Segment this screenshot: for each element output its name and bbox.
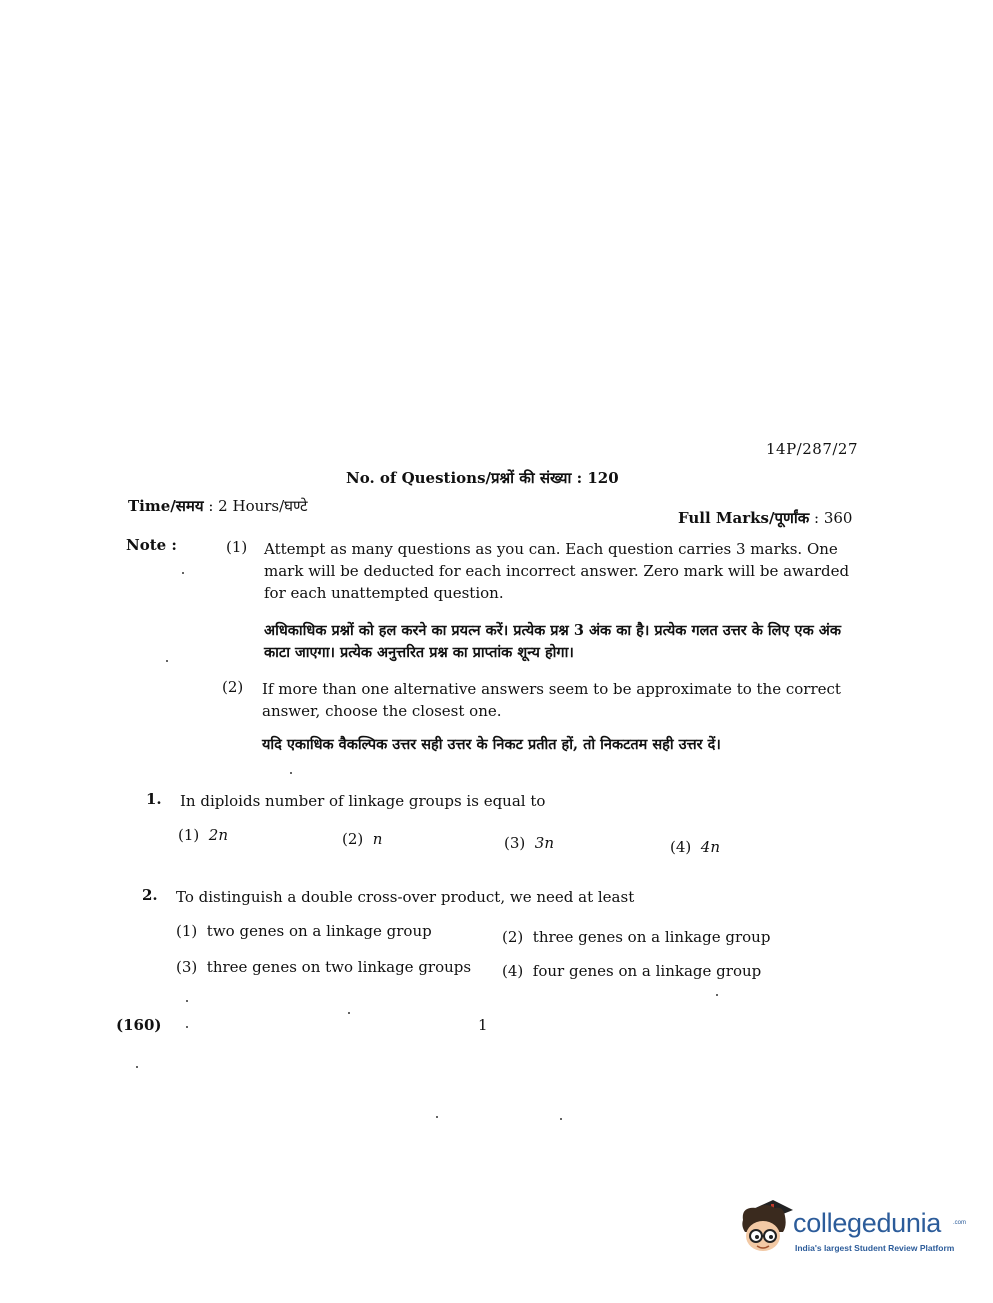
option-text: 4n [700, 838, 721, 856]
footer-code: (160) [116, 1016, 162, 1034]
scan-speck [186, 1026, 188, 1028]
question-text: To distinguish a double cross-over product, we need at least [176, 888, 635, 906]
note-item-english: Attempt as many questions as you can. Each question carries 3 marks. One mark will be deducted for each incorrect answer. Zero mark will be awarded for each unattempted question. [264, 540, 850, 602]
note-item-number: (2) [222, 678, 244, 696]
option [176, 922, 432, 940]
time-allowed [128, 496, 308, 516]
option-number: (4) [502, 962, 524, 980]
option [502, 962, 761, 980]
note-item-hindi: यदि एकाधिक वैकल्पिक उत्तर सही उत्तर के निकट प्रतीत हों, तो निकटतम सही उत्तर दें। [262, 736, 721, 753]
scan-speck [560, 1118, 562, 1120]
logo-wordmark: collegedunia [793, 1208, 942, 1238]
note-item-english: If more than one alternative answers seem to be approximate to the correct answer, choose the closest one. [262, 680, 841, 720]
option-number: (1) [176, 922, 198, 940]
scan-speck [290, 772, 292, 774]
option [176, 958, 471, 976]
option-text: 3n [534, 834, 555, 852]
option-text: n [372, 830, 383, 848]
time-label: Time/समय [128, 497, 204, 515]
page-number: 1 [478, 1016, 488, 1034]
logo-suffix: .com [953, 1220, 967, 1226]
scan-speck [716, 994, 718, 996]
scan-speck [436, 1116, 438, 1118]
option-number: (3) [504, 834, 526, 852]
logo-tagline: India's largest Student Review Platform [795, 1243, 955, 1253]
option-number: (3) [176, 958, 198, 976]
note-item-number: (1) [226, 538, 248, 556]
full-marks [678, 508, 852, 528]
option-number: (4) [670, 838, 692, 856]
marks-label: Full Marks/पूर्णांक [678, 509, 810, 527]
option [670, 838, 720, 856]
question-text: In diploids number of linkage groups is equal to [180, 792, 546, 810]
option [502, 928, 770, 946]
scan-speck [166, 660, 168, 662]
option [178, 826, 228, 844]
option-number: (1) [178, 826, 200, 844]
number-of-questions: No. of Questions/प्रश्नों की संख्या : 120 [346, 469, 619, 487]
note-item-hindi: अधिकाधिक प्रश्नों को हल करने का प्रयत्न करें। प्रत्येक प्रश्न 3 अंक का है। प्रत्येक गलत उत्तर के लिए एक अंक काटा जाएगा। प्रत्येक अनुत्तरित प्रश्न का प्राप्तांक शून्य होगा। [264, 622, 841, 661]
option-text: three genes on two linkage groups [206, 958, 472, 976]
scan-speck [182, 572, 184, 574]
paper-code: 14P/287/27 [766, 440, 859, 458]
option-text: three genes on a linkage group [532, 928, 771, 946]
scan-speck [186, 1000, 188, 1002]
option [504, 834, 554, 852]
note-label: Note : [126, 536, 177, 554]
scan-speck [136, 1066, 138, 1068]
marks-value: : 360 [814, 509, 853, 527]
option-number: (2) [502, 928, 524, 946]
option-text: two genes on a linkage group [206, 922, 432, 940]
option-text: four genes on a linkage group [532, 962, 762, 980]
time-value: : 2 Hours/घण्टे [208, 497, 308, 515]
question-number: 1. [146, 790, 162, 808]
question-number: 2. [142, 886, 158, 904]
option-number: (2) [342, 830, 364, 848]
scan-speck [348, 1012, 350, 1014]
option [342, 830, 382, 848]
option-text: 2n [208, 826, 229, 844]
